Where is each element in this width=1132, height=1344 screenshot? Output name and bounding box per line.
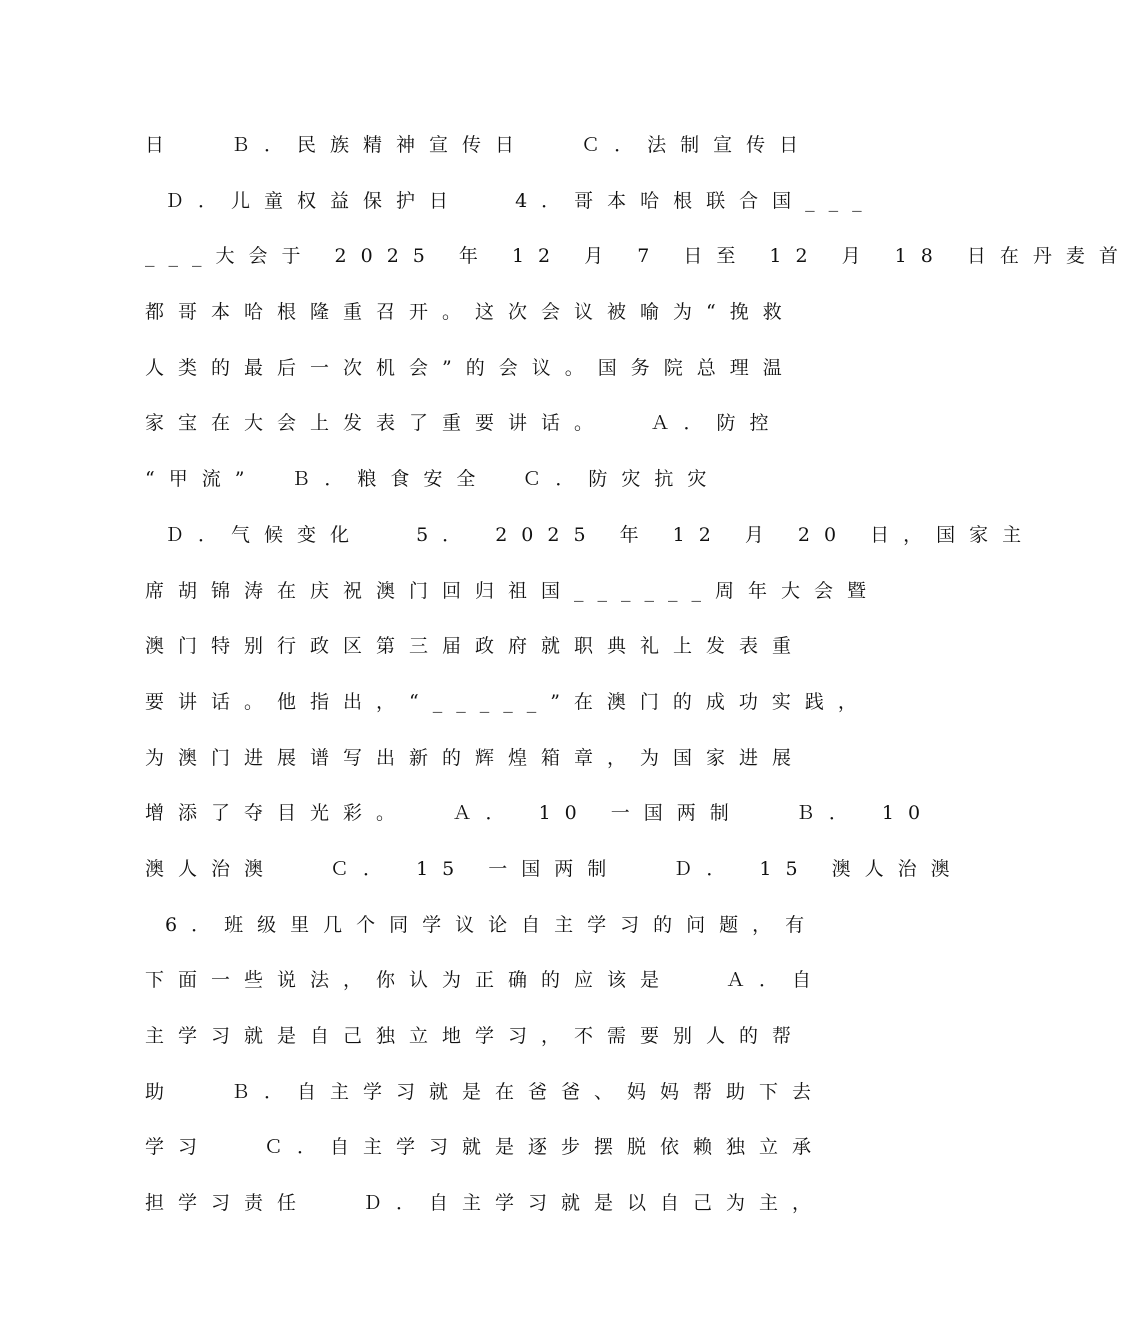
text-line: 澳门特别行政区第三届政府就职典礼上发表重 xyxy=(145,635,806,658)
text-line: 主学习就是自己独立地学习，不需要别人的帮 xyxy=(145,1025,806,1047)
text-line: Ｄ．儿童权益保护日 4．哥本哈根联合国___ xyxy=(145,189,876,212)
text-line: 增添了夺目光彩。 Ａ． 10 一国两制 Ｂ． 10 xyxy=(145,802,935,825)
text-line: ___大会于 2025 年 12 月 7 日至 12 月 18 日在丹麦首 xyxy=(145,245,1132,268)
text-line: 家宝在大会上发表了重要讲话。 Ａ．防控 xyxy=(145,412,783,435)
text-line: 学习 Ｃ．自主学习就是逐步摆脱依赖独立承 xyxy=(145,1136,826,1159)
text-line: 助 Ｂ．自主学习就是在爸爸、妈妈帮助下去 xyxy=(145,1080,826,1103)
document-body xyxy=(145,118,1132,1232)
text-line: 下面一些说法，你认为正确的应该是 Ａ．自 xyxy=(145,969,826,992)
text-line: 为澳门进展谱写出新的辉煌箱章，为国家进展 xyxy=(145,746,806,769)
text-line: Ｄ．气候变化 5． 2025 年 12 月 20 日，国家主 xyxy=(145,523,1036,546)
text-line: 都哥本哈根隆重召开。这次会议被喻为“挽救 xyxy=(145,301,796,324)
text-line: 6．班级里几个同学议论自主学习的问题，有 xyxy=(145,913,819,936)
text-line: 要讲话。他指出，“_____”在澳门的成功实践， xyxy=(145,690,871,713)
text-line: “甲流” Ｂ．粮食安全 Ｃ．防灾抗灾 xyxy=(145,468,721,491)
text-line: 人类的最后一次机会”的会议。国务院总理温 xyxy=(145,356,796,379)
text-line: 澳人治澳 Ｃ． 15 一国两制 Ｄ． 15 澳人治澳 xyxy=(145,857,964,880)
text-line: 担学习责任 Ｄ．自主学习就是以自己为主， xyxy=(145,1192,826,1215)
text-line: 日 Ｂ．民族精神宣传日 Ｃ．法制宣传日 xyxy=(145,134,813,156)
text-line: 席胡锦涛在庆祝澳门回归祖国______周年大会暨 xyxy=(145,579,881,602)
